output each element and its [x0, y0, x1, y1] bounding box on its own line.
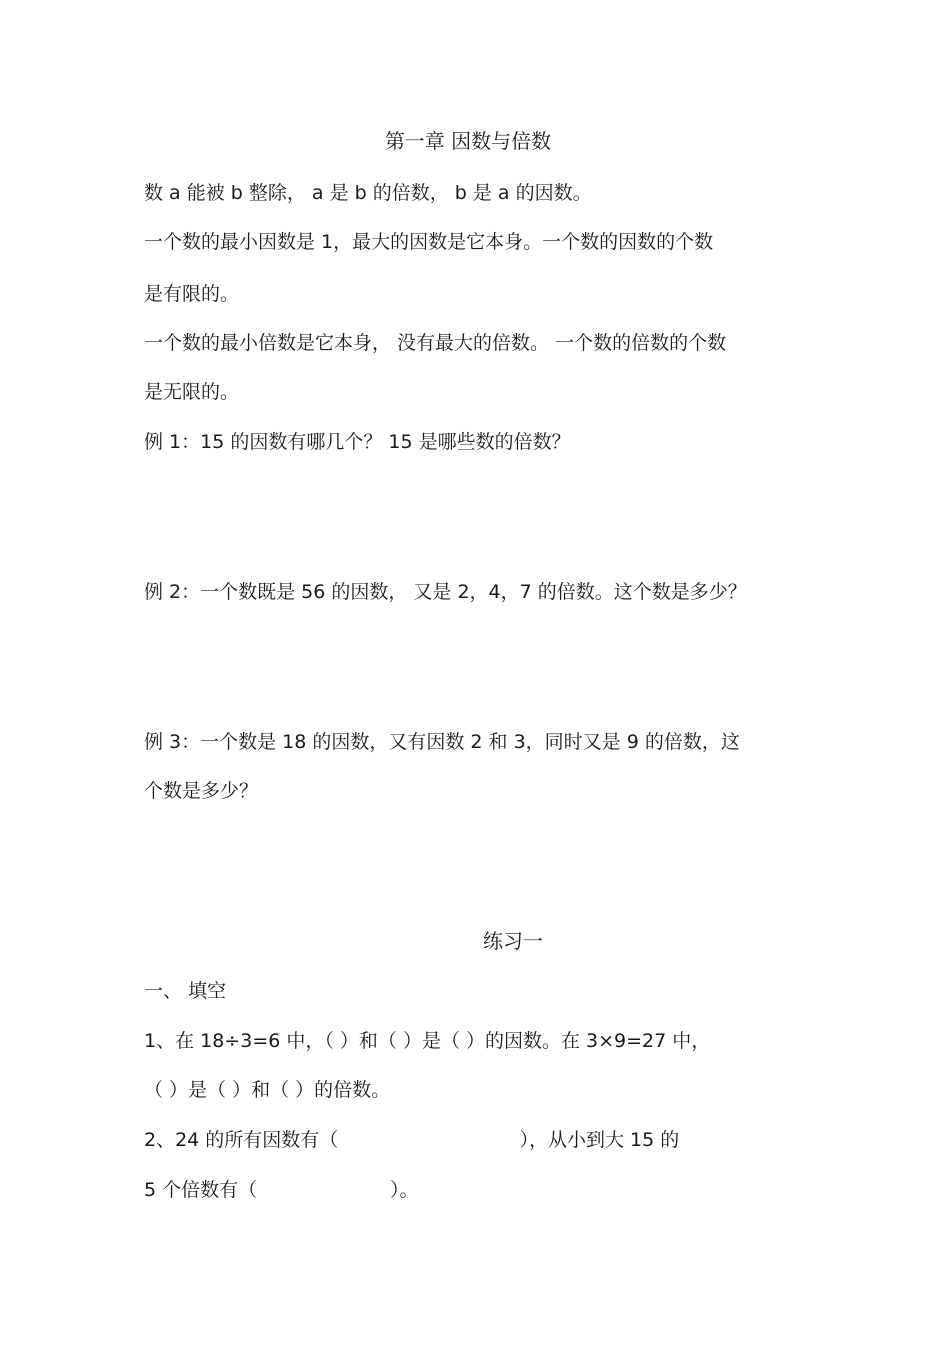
definition-line: 是无限的。 [144, 381, 240, 403]
definition-line: 一个数的最小因数是 1，最大的因数是它本身。一个数的因数的个数 [144, 231, 714, 253]
definition-line: 是有限的。 [144, 283, 240, 305]
question-1-line-2: （ ）是（ ）和（ ）的倍数。 [144, 1079, 391, 1101]
definition-line: 数 a 能被 b 整除， a 是 b 的倍数， b 是 a 的因数。 [144, 182, 592, 204]
section-heading: 一、 填空 [144, 980, 227, 1002]
example-2: 例 2：一个数既是 56 的因数， 又是 2，4，7 的倍数。这个数是多少？ [144, 581, 747, 603]
chapter-title: 第一章 因数与倍数 [384, 129, 552, 153]
example-3-line-2: 个数是多少？ [144, 780, 259, 802]
exercise-title: 练习一 [483, 929, 543, 953]
example-1: 例 1：15 的因数有哪几个？ 15 是哪些数的倍数？ [144, 431, 571, 453]
definition-line: 一个数的最小倍数是它本身， 没有最大的倍数。 一个数的倍数的个数 [144, 332, 727, 354]
question-1-line-1: 1、在 18÷3=6 中，（ ）和（ ）是（ ）的因数。在 3×9=27 中， [144, 1030, 711, 1052]
example-3-line-1: 例 3：一个数是 18 的因数，又有因数 2 和 3，同时又是 9 的倍数，这 [144, 731, 740, 753]
question-2-line-2: 5 个倍数有（ ）。 [144, 1179, 419, 1201]
question-2-line-1: 2、24 的所有因数有（ ），从小到大 15 的 [144, 1129, 680, 1151]
